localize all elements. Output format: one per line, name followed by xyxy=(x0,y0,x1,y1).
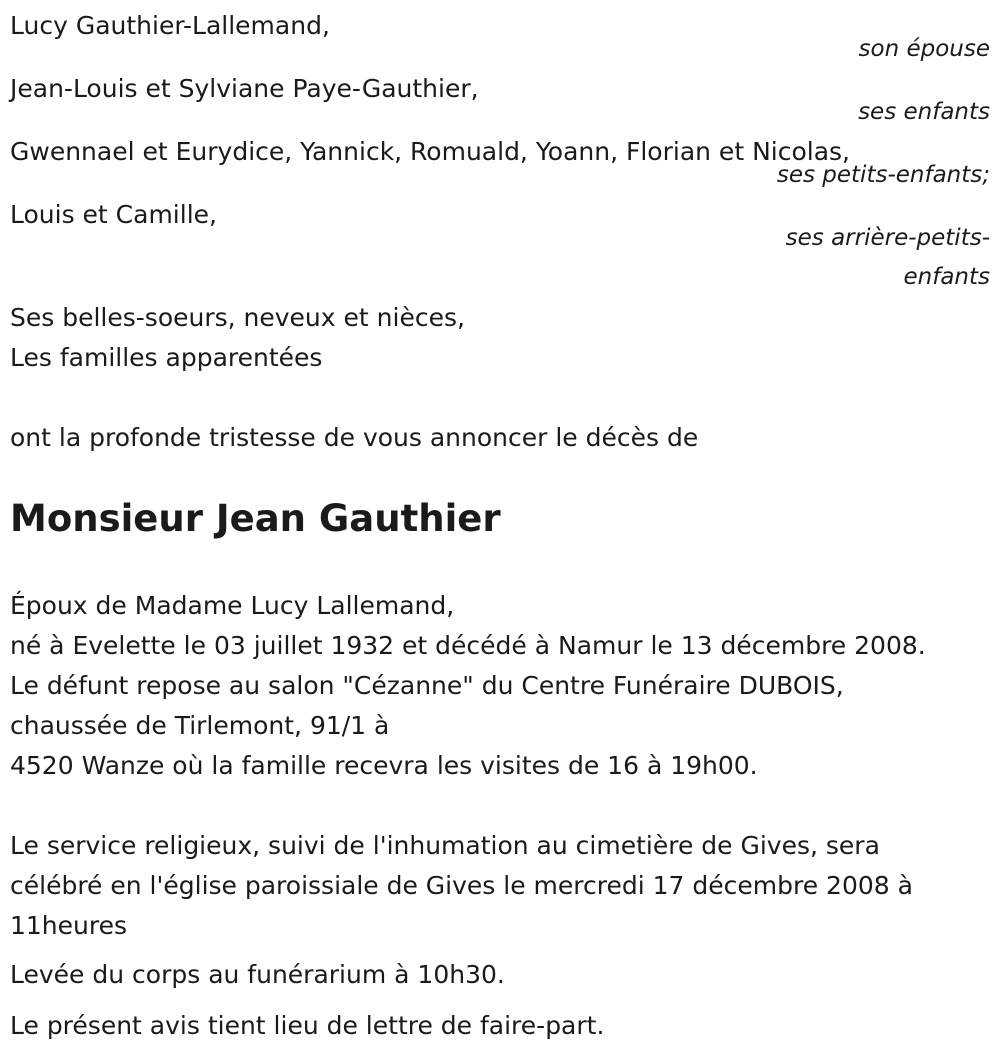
detail-line: 4520 Wanze où la famille recevra les visites de 16 à 19h00. xyxy=(10,751,758,780)
family-name-spouse: Lucy Gauthier-Lallemand, xyxy=(10,11,330,40)
detail-line: Le défunt repose au salon "Cézanne" du Centre Funéraire DUBOIS, xyxy=(10,671,844,700)
family-relation-grandchildren: ses petits-enfants; xyxy=(776,162,990,188)
service-line: Le service religieux, suivi de l'inhumation au cimetière de Gives, sera xyxy=(10,831,880,860)
announcement-text: ont la profonde tristesse de vous annoncer le décès de xyxy=(10,423,699,452)
detail-line: chaussée de Tirlemont, 91/1 à xyxy=(10,711,390,740)
family-relation-spouse: son épouse xyxy=(858,36,990,62)
service-line: célébré en l'église paroissiale de Gives le mercredi 17 décembre 2008 à xyxy=(10,871,913,900)
notice-text: Le présent avis tient lieu de lettre de faire-part. xyxy=(10,1011,605,1040)
family-relation-great-grandchildren-line1: ses arrière-petits- xyxy=(785,225,990,251)
family-name-great-grandchildren: Louis et Camille, xyxy=(10,200,217,229)
levee-text: Levée du corps au funérarium à 10h30. xyxy=(10,960,505,989)
service-line: 11heures xyxy=(10,911,128,940)
family-name-children: Jean-Louis et Sylviane Paye-Gauthier, xyxy=(10,74,479,103)
detail-line: Époux de Madame Lucy Lallemand, xyxy=(10,591,455,620)
family-name-grandchildren: Gwennael et Eurydice, Yannick, Romuald, Yoann, Florian et Nicolas, xyxy=(10,137,850,166)
family-relation-great-grandchildren-line2: enfants xyxy=(903,264,990,290)
deceased-name: Monsieur Jean Gauthier xyxy=(10,497,501,540)
other-relatives-line: Les familles apparentées xyxy=(10,343,323,372)
detail-line: né à Evelette le 03 juillet 1932 et décédé à Namur le 13 décembre 2008. xyxy=(10,631,926,660)
other-relatives-line: Ses belles-soeurs, neveux et nièces, xyxy=(10,303,465,332)
family-relation-children: ses enfants xyxy=(858,99,990,125)
